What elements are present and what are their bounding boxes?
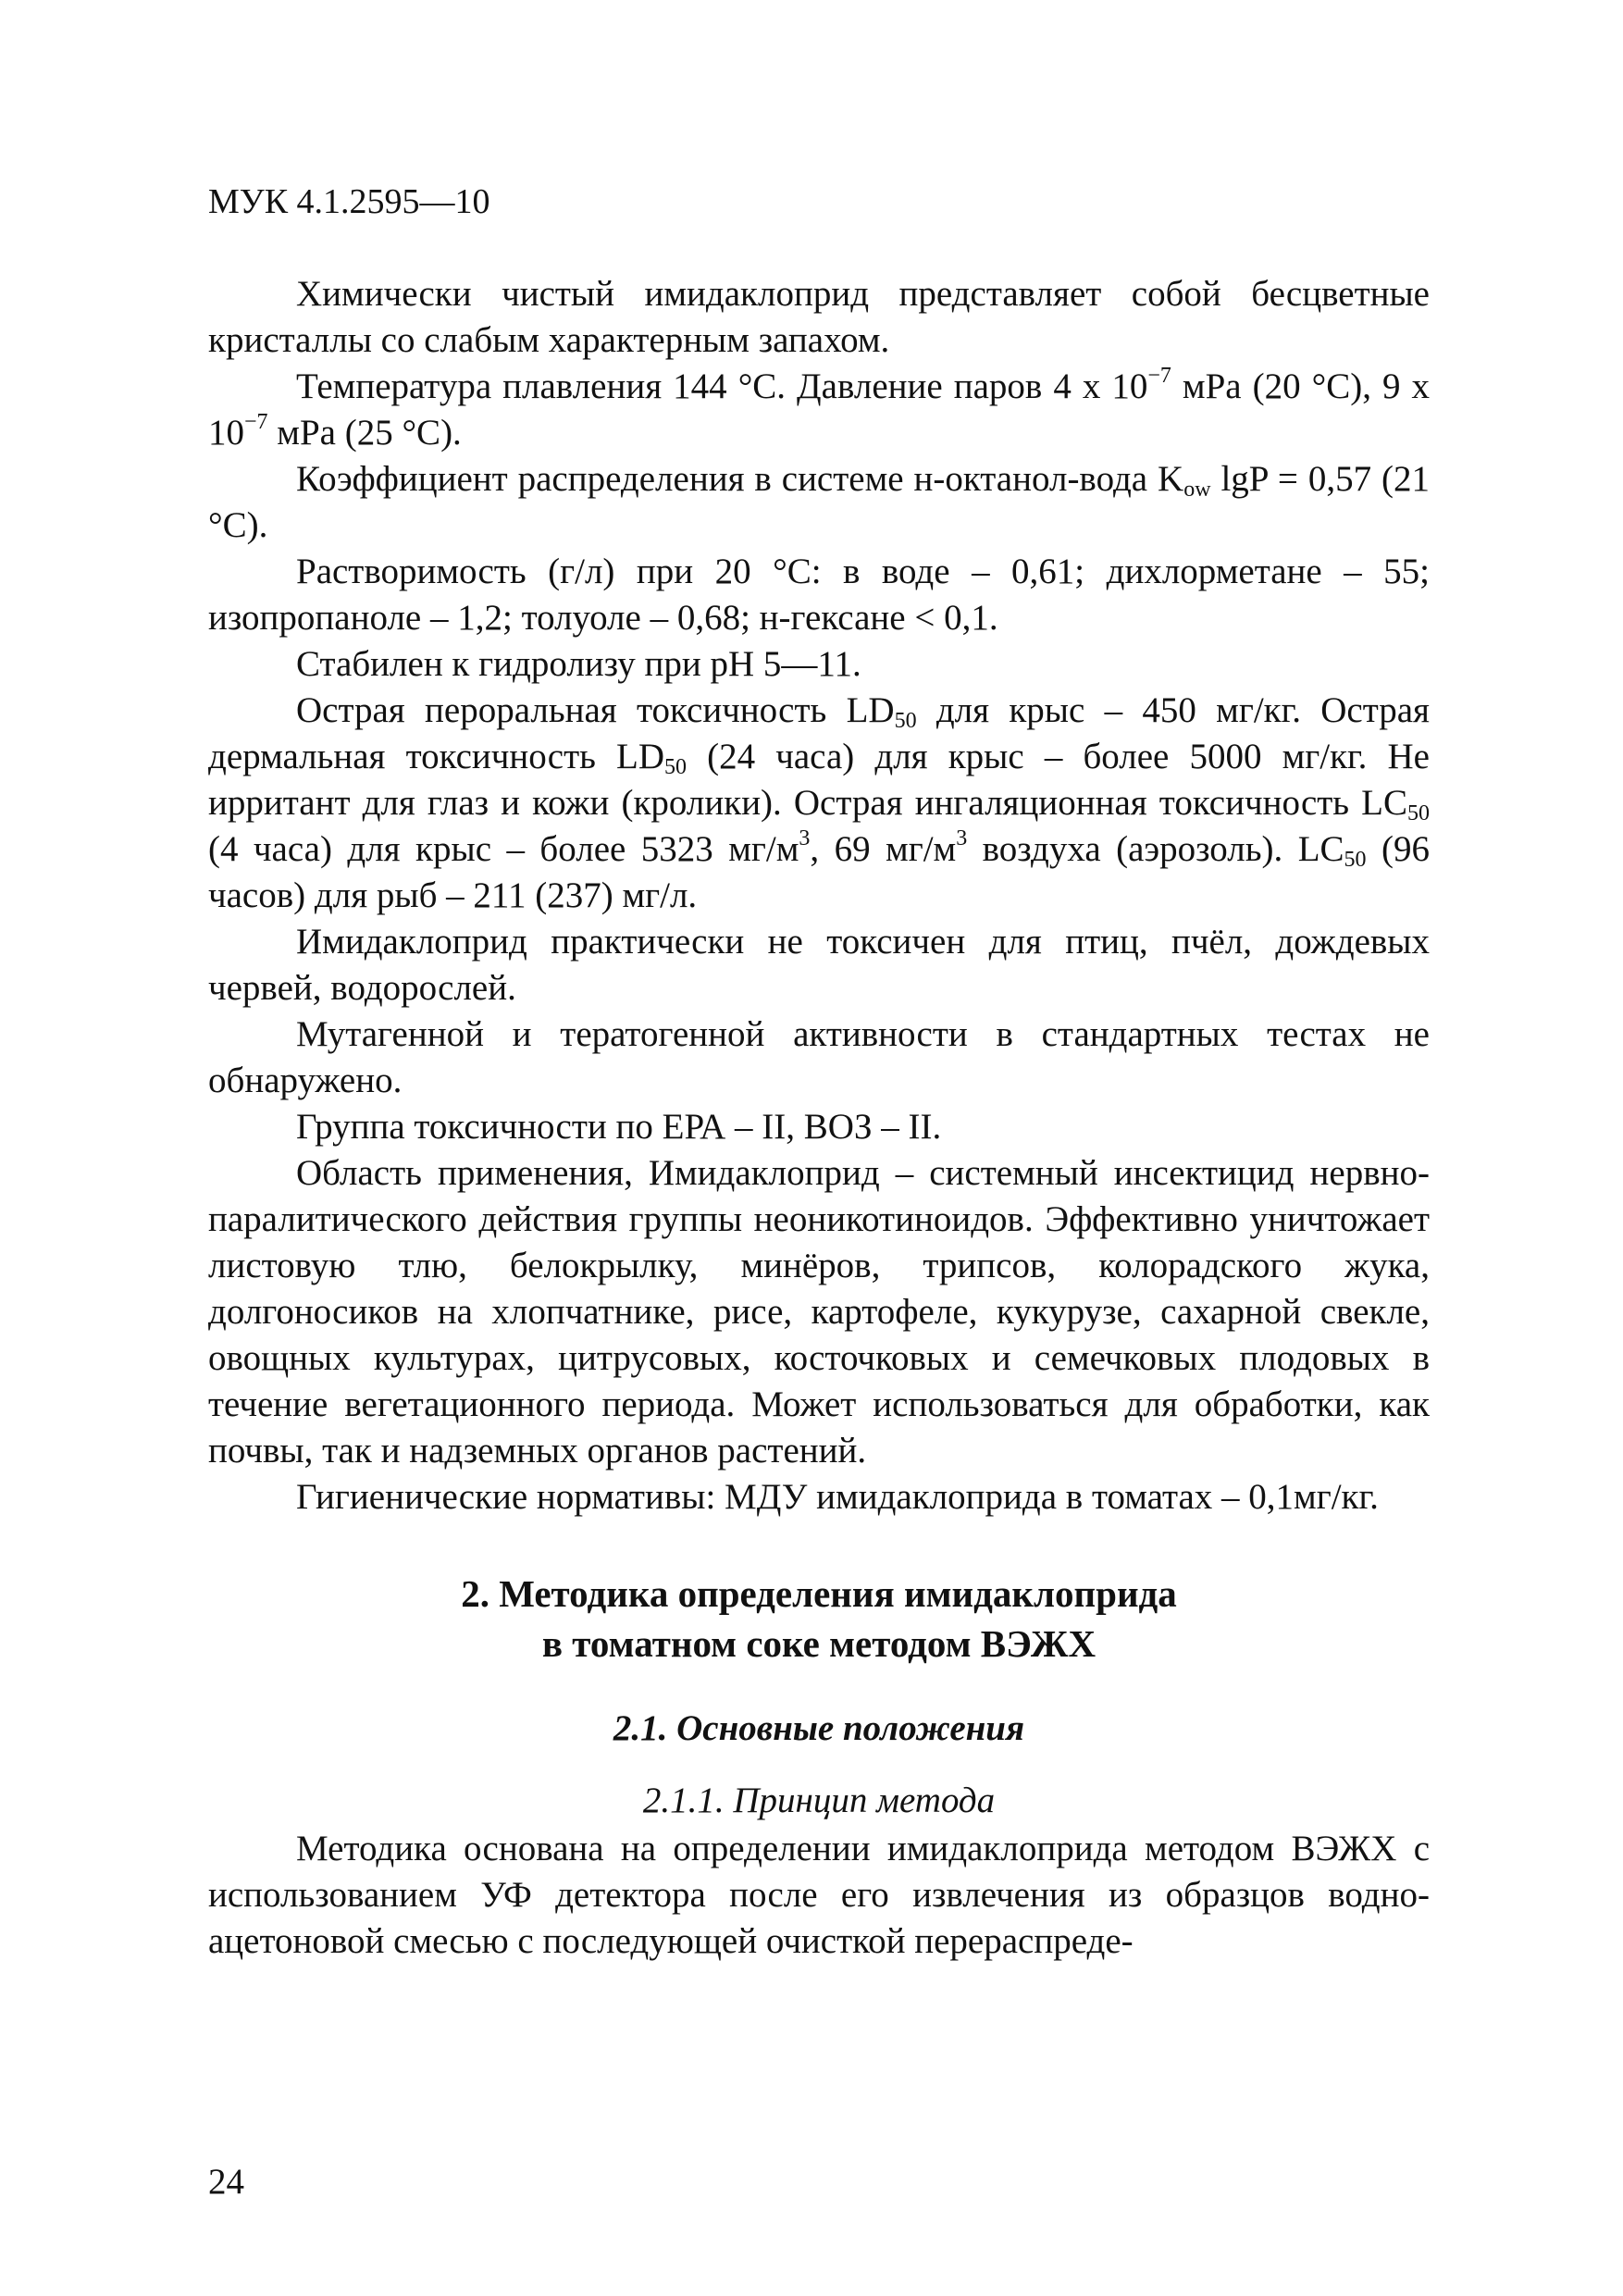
text-run: lgP = 0,57 (21 °С).	[208, 459, 1430, 545]
section-heading	[208, 1569, 1430, 1669]
subsubsection-heading: 2.1.1. Принцип метода	[642, 1781, 996, 1820]
body-text	[208, 271, 1430, 1965]
paragraph-toxicity-group: Группа токсичности по ЕРА – II, ВОЗ – II.	[296, 1107, 942, 1147]
superscript: 3	[799, 826, 811, 850]
text-run: Острая пероральная токсичность LD	[296, 690, 895, 730]
text-run: (4 часа) для крыс – более 5323 мг/м	[208, 829, 799, 869]
superscript: 3	[956, 826, 968, 850]
paragraph-appearance: Химически чистый имидаклоприд представляет собой бесцветные кристаллы со слабым характерным запахом.	[208, 274, 1430, 360]
section-heading-line-2: в томатном соке методом ВЭЖХ	[541, 1622, 1096, 1665]
subscript: 50	[1407, 801, 1430, 825]
subscript: 50	[1344, 848, 1367, 872]
paragraph-melting-point	[208, 364, 1430, 456]
paragraph-hygiene-standards: Гигиенические нормативы: МДУ имидаклоприда в томатах – 0,1мг/кг.	[296, 1477, 1379, 1517]
paragraph-method-principle: Методика основана на определении имидаклоприда методом ВЭЖХ с использованием УФ детектора после его извлечения из образцов водно-ацетоновой смесью с последующей очисткой перераспреде-	[208, 1829, 1430, 1961]
text-run: Температура плавления 144 °С. Давление паров 4 х 10	[296, 366, 1148, 406]
section-heading-line-1: 2. Методика определения имидаклоприда	[461, 1572, 1177, 1615]
text-run: Коэффициент распределения в системе н-октанол-вода K	[296, 459, 1184, 499]
subscript: 50	[664, 755, 688, 779]
text-run: для крыс – 450 мг/кг. Острая дермальная токсичность LD	[208, 690, 1430, 776]
subscript: 50	[894, 709, 917, 733]
text-run: мРа (20 °С), 9 х 10	[208, 366, 1430, 453]
subscript: ow	[1183, 478, 1211, 502]
page-number: 24	[208, 2162, 244, 2202]
paragraph-partition-coefficient	[208, 456, 1430, 549]
paragraph-mutagenicity: Мутагенной и тератогенной активности в стандартных тестах не обнаружено.	[208, 1014, 1430, 1100]
subsection-heading: 2.1. Основные положения	[613, 1708, 1025, 1748]
document-code-header: МУК 4.1.2595—10	[208, 182, 490, 221]
text-run: воздуха (аэрозоль). LC	[967, 829, 1344, 869]
text-run: , 69 мг/м	[810, 829, 957, 869]
superscript: −7	[1147, 364, 1171, 388]
paragraph-toxicity	[208, 688, 1430, 919]
text-run: (96 часов) для рыб – 211 (237) мг/л.	[208, 829, 1430, 915]
superscript: −7	[244, 410, 268, 434]
paragraph-ecotoxicity: Имидаклоприд практически не токсичен для птиц, пчёл, дождевых червей, водорослей.	[208, 922, 1430, 1008]
paragraph-application: Область применения, Имидаклоприд – системный инсектицид нервно-паралитического действия группы неоникотиноидов. Эффективно уничтожает листовую тлю, белокрылку, минёров, трипсов, колорадского жука, долгоносиков на хлопчатнике, рисе, картофеле, кукурузе, сахарной свекле, овощных культурах, цитрусовых, косточковых и семечковых плодовых в течение вегетационного периода. Может использоваться для обработки, как почвы, так и надземных органов растений.	[208, 1153, 1430, 1471]
paragraph-hydrolysis: Стабилен к гидролизу при рН 5—11.	[296, 644, 861, 684]
paragraph-solubility: Растворимость (г/л) при 20 °С: в воде – 0,61; дихлорметане – 55; изопропаноле – 1,2; толуоле – 0,68; н-гексане < 0,1.	[208, 552, 1430, 638]
text-run: (24 часа) для крыс – более 5000 мг/кг. Не ирритант для глаз и кожи (кролики). Острая ингаляционная токсичность LC	[208, 737, 1430, 823]
text-run: мРа (25 °С).	[267, 413, 462, 453]
